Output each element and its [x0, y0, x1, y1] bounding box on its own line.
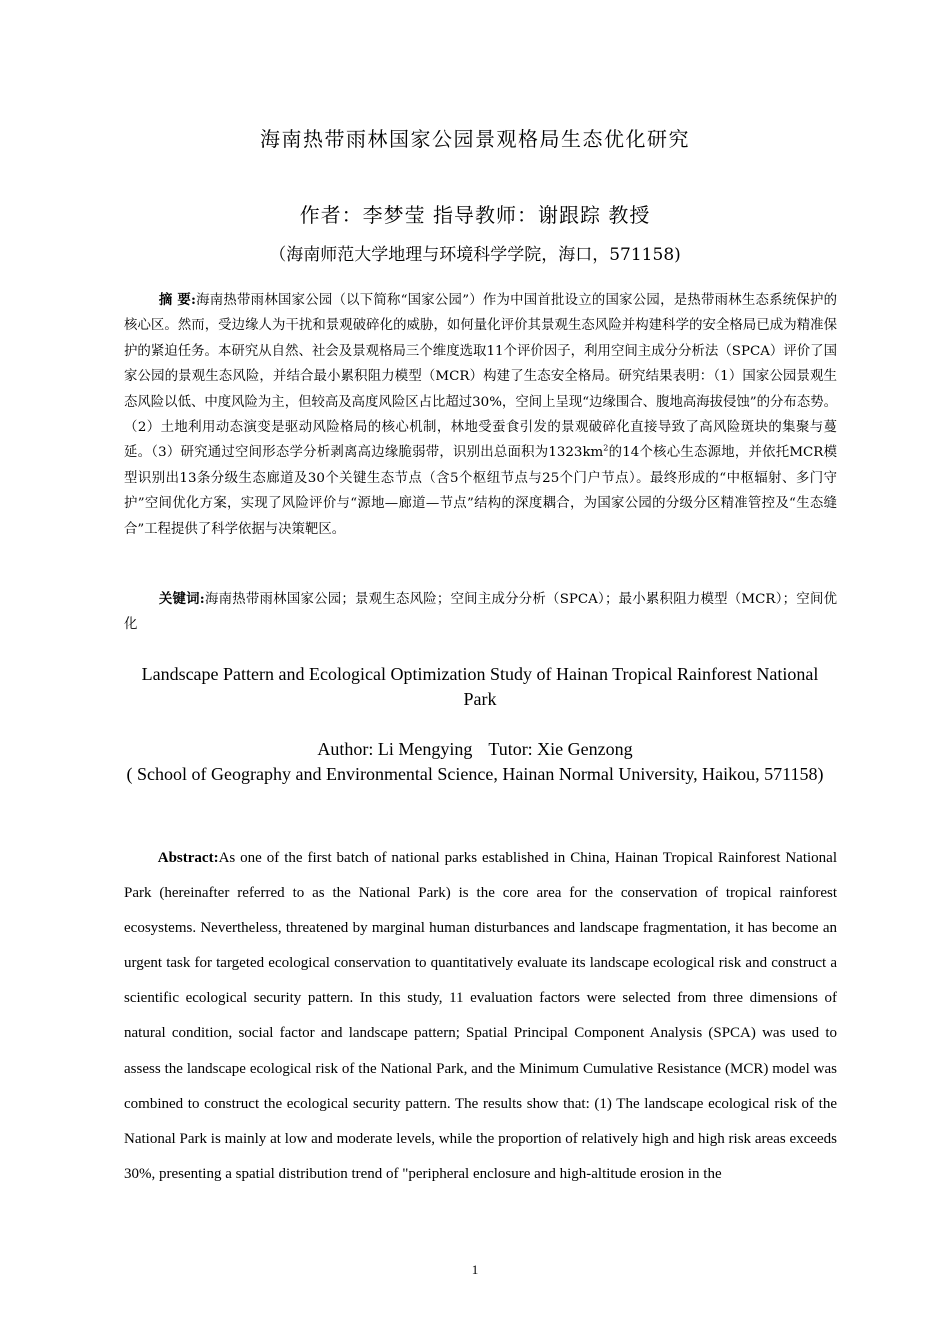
- english-author: Author: Li Mengying: [317, 739, 473, 759]
- english-author-line: [0, 737, 950, 762]
- page-number: 1: [471, 1262, 479, 1277]
- english-title: Landscape Pattern and Ecological Optimization Study of Hainan Tropical Rainforest National Park: [141, 664, 819, 709]
- chinese-affiliation: （海南师范大学地理与环境科学学院，海口，571158): [269, 245, 681, 265]
- chinese-keywords-label: 关键词:: [158, 591, 205, 607]
- chinese-title: 海南热带雨林国家公园景观格局生态优化研究: [260, 127, 690, 151]
- english-abstract: [124, 841, 837, 1192]
- chinese-abstract-text-continued: 的14个核心生态源地，并依托MCR模型识别出13条分级生态廊道及30个关键生态节点（含5个枢纽节点与25个门户节点）。最终形成的“中枢辐射、多门守护”空间优化方案，实现了风险评价与“源地—廊道—节点”结构的深度耦合，为国家公园的分级分区精准管控及“生态缝合”工程提供了科学依据与决策靶区。: [124, 445, 838, 537]
- area-unit-superscript: 2: [603, 443, 609, 453]
- chinese-abstract-label: 摘 要:: [158, 292, 196, 308]
- chinese-abstract: [124, 288, 837, 542]
- chinese-keywords-text: 海南热带雨林国家公园；景观生态风险；空间主成分分析（SPCA）；最小累积阻力模型（MCR）；空间优化: [124, 592, 837, 633]
- chinese-keywords: [124, 587, 837, 638]
- chinese-abstract-text: 海南热带雨林国家公园（以下简称“国家公园”）作为中国首批设立的国家公园，是热带雨林生态系统保护的核心区。然而，受边缘人为干扰和景观破碎化的威胁，如何量化评价其景观生态风险并构建科学的安全格局已成为精准保护的紧迫任务。本研究从自然、社会及景观格局三个维度选取11个评价因子，利用空间主成分分析法（SPCA）评价了国家公园的景观生态风险，并结合最小累积阻力模型（MCR）构建了生态安全格局。研究结果表明：（1）国家公园景观生态风险以低、中度风险为主，但较高及高度风险区占比超过30%，空间上呈现“边缘围合、腹地高海拔侵蚀”的分布态势。（2）土地利用动态演变是驱动风险格局的核心机制，林地受蚕食引发的景观破碎化直接导致了高风险斑块的集聚与蔓延。（3）研究通过空间形态学分析剥离高边缘脆弱带，识别出总面积为1323km: [124, 293, 837, 461]
- english-abstract-text: As one of the first batch of national parks established in China, Hainan Tropical Rainforest National Park (hereinafter referred to as the National Park) is the core area for the conservation of tropical rainforest ecosystems. Nevertheless, threatened by marginal human disturbances and landscape fragmentation, it has become an urgent task for targeted ecological conservation to quantitatively evaluate its landscape ecological risk and construct a scientific ecological security pattern. In this study, 11 evaluation factors were selected from three dimensions of natural condition, social factor and landscape pattern; Spatial Principal Component Analysis (SPCA) was used to assess the landscape ecological risk of the National Park, and the Minimum Cumulative Resistance (MCR) model was combined to construct the ecological security pattern. The results show that: (1) The landscape ecological risk of the National Park is mainly at low and moderate levels, while the proportion of relatively high and high risk areas exceeds 30%, presenting a spatial distribution trend of "peripheral enclosure and high-altitude erosion in the: [124, 850, 837, 1182]
- chinese-author-line: 作者：李梦莹 指导教师：谢跟踪 教授: [299, 203, 651, 227]
- english-affiliation: ( School of Geography and Environmental Science, Hainan Normal University, Haikou, 571158): [126, 764, 824, 784]
- english-tutor: Tutor: Xie Genzong: [488, 739, 633, 759]
- english-abstract-label: Abstract:: [157, 850, 219, 866]
